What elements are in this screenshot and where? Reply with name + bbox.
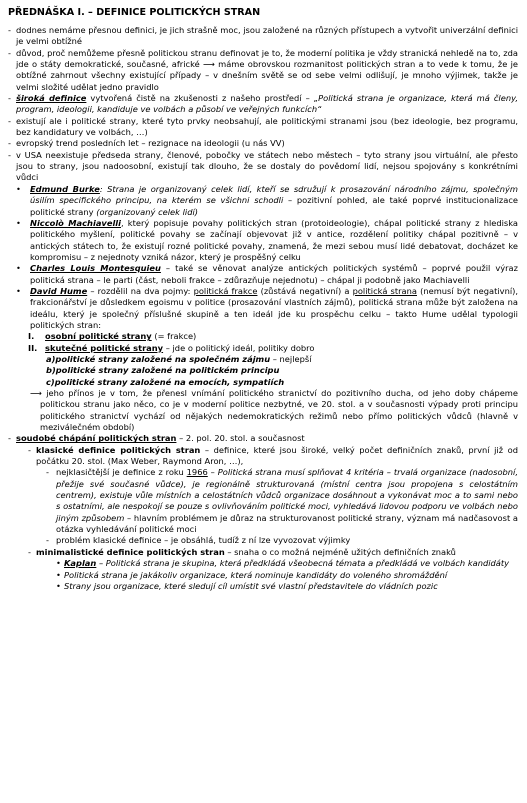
list-item: - v USA neexistuje předseda strany, členové, pobočky ve státech nebo městech – tyto strany jsou virtuální, ale přesto jsou to strany, jsou nadoosobní, existují tak dlouho, že se dostaly do povědomí lidí, nejsou spojovány s konkrétními vůdci bbox=[8, 150, 518, 184]
typology-subitem-b: b)politické strany založené na politickém principu bbox=[46, 365, 280, 376]
bullet-machiavelli: • Niccolò Machiavelli, který popisuje povahy politických stran (protoideologie), chápal politické strany z hlediska politického myšlení, politické povahy se začínají objevovat již v antice, rozdělení politiky chápal pozitivně – v antických státech to, že existují rozné politické povahy, znamená, že mezi sebou musí lidé debatovat, docházet ke kompromisu – z nejednoty vzniká názor, který je prospěšný celku bbox=[8, 218, 518, 263]
bullet-montesquieu: • Charles Louis Montesquieu – také se věnovat analýze antických politických systémů – poprvé použil výraz politická strana – le parti (část, neboli frakce – zdůrazňuje nejednotu) – chápal ji podobně jako Machiavelli bbox=[8, 263, 518, 286]
quote: „Politická strana je organizace, která má členy, program, ideologii, kandiduje ve volbách a působí ve veřejných funkcích“ bbox=[16, 93, 518, 115]
author-name: Charles Louis Montesquieu bbox=[30, 263, 161, 274]
list-item-classic: - klasické definice politických stran – definice, které jsou široké, velký počet definičních znaků, první již od počátku 20. stol. (Max Weber, Raymond Aron, …), bbox=[8, 445, 518, 468]
bullet-burke: • Edmund Burke: Strana je organizovaný celek lidí, kteří se sdružují k prosazování národního zájmu, společným úsilím specifického principu, na kterém se všichni schodli – pozitivní pohled, ale také poprvé institucionalizace politické strany (organizovaný celek lidí) bbox=[8, 184, 518, 218]
author-name: Niccolò Machiavelli bbox=[30, 217, 121, 228]
author-name: Edmund Burke bbox=[30, 183, 100, 194]
typology-subitem-c: c)politické strany založené na emocích, sympatiích bbox=[46, 376, 285, 387]
list-item: - existují ale i politické strany, které tyto prvky neobsahují, ale politickými stranami jsou (bez ideologie, bez programu, bez kandidatury ve volbách, …) bbox=[8, 116, 518, 139]
typology-subitem-a: a)politické strany založené na společném zájmu – nejlepší bbox=[46, 353, 312, 364]
typology-item-1: I. osobní politické strany (= frakce) bbox=[28, 331, 197, 342]
list-item-classic-problem: - problém klasické definice – je obsáhlá, tudíž z ní lze vyvozovat výjimky bbox=[8, 535, 518, 546]
page-title: PŘEDNÁŠKA I. – DEFINICE POLITICKÝCH STRAN bbox=[8, 7, 261, 18]
hume-contribution: ⟶ jeho přínos je v tom, že přenesl vnímání politického stranictví do pozitivního ducha, od jeho doby chápeme politickou stranu jako něco, co je v moderní politice nezbytné, ve 20. stol. a v současnosti výpady proti principu politického stranictví vychází od nějakých nedemokratických režimů nebo přímo politických vůdců (hlavně v meziválečném období) bbox=[30, 388, 518, 433]
list-item: - dodnes nemáme přesnou definici, je jich strašně moc, jsou založené na různých přístupech a vytvořit univerzální definici je velmi obtížné bbox=[8, 25, 518, 48]
list-item: - evropský trend posledních let – rezignace na ideologii (u nás VV) bbox=[8, 138, 518, 149]
list-item: - důvod, proč nemůžeme přesně politickou stranu definovat je to, že moderní politika je vždy stranická nehledě na to, zda jde o státy demokratické, současné, africké ⟶ máme obrovskou rozmanitost politických stran a to vede k tomu, že je obtížné zahrnout všechny existující případy – v dnešním světě se od sebe velmi odlišují, je mnoho výjimek, takže je velmi složité udělat jedno pravidlo bbox=[8, 48, 518, 93]
typology-item-2: II. skutečné politické strany – jde o politický ideál, politiky dobro bbox=[28, 342, 315, 353]
bullet-minimal-3: • Strany jsou organizace, které sledují cíl umístit své vlastní představitele do vládních pozic bbox=[8, 581, 518, 592]
bullet-hume: • David Hume – rozdělil na dva pojmy: politická frakce (zůstává negativní) a politická strana (nemusí být negativní), frakcionářství je důsledkem egoismu v politice (prosazování vlastních zájmů), politická strana může být založena na ideálu, který je společný příslušné skupině a ten ideál jde ku prospěchu celku – takto Hume udělal typologii politických stran: bbox=[8, 286, 518, 331]
list-item-minimal: - minimalistické definice politických stran – snaha o co možná nejméně užitých definičních znaků bbox=[8, 547, 518, 558]
bullet-minimal-2: • Politická strana je jakákoliv organizace, která nominuje kandidáty do voleného shromáždění bbox=[8, 570, 518, 581]
author-name: David Hume bbox=[30, 285, 88, 296]
list-item-broad-definition: - široká definice vytvořená čistě na zkušenosti z našeho prostředí – „Politická strana je organizace, která má členy, program, ideologii, kandiduje ve volbách a působí ve veřejných funkcích“ bbox=[8, 93, 518, 116]
term-broad-definition: široká definice bbox=[16, 93, 87, 104]
list-item-modern: - soudobé chápání politických stran – 2. pol. 20. stol. a současnost bbox=[8, 433, 518, 444]
list-item-classic-1966: - nejklasičtější je definice z roku 1966 – Politická strana musí splňovat 4 kritéria – trvalá organizace (nadosobní, přežije své současné vůdce), je regionálně strukturovaná (místní centra jsou propojena s celostátním centrem), existuje vůle místních a celostátních vůdců organizace dosáhnout a vykonávat moc a to sami nebo s ostatními, ale nespokojí se pouze s ovlivňováním politické moci, vyhledává lidovou podporu ve volbách nebo jiným způsobem – hlavním problémem je důraz na strukturovanost politické strany, význam má nadčasovost a otázka vyhledávání politické moci bbox=[8, 467, 518, 535]
bullet-kaplan: • Kaplan – Politická strana je skupina, která předkládá všeobecná témata a předkládá ve volbách kandidáty bbox=[8, 558, 518, 569]
